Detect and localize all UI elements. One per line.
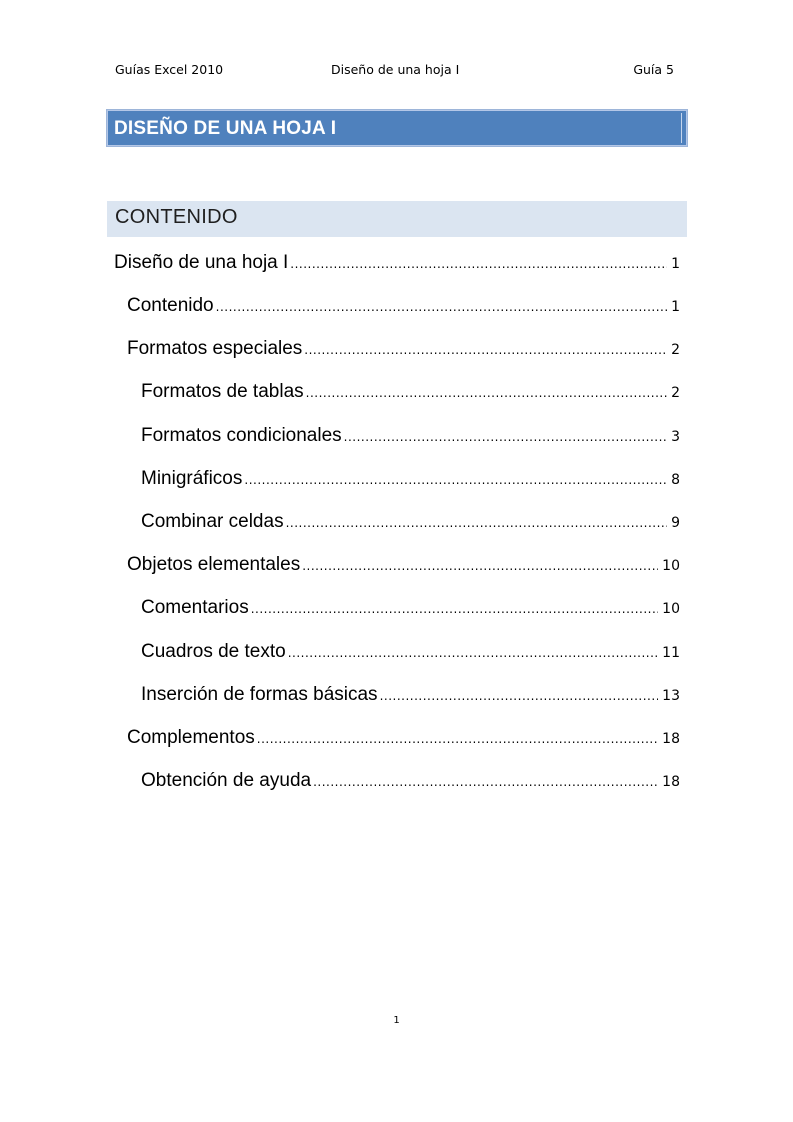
page-header (0, 62, 793, 80)
toc-entry[interactable] (127, 338, 680, 364)
document-title-bar (107, 110, 687, 146)
toc-entry-page: 9 (671, 515, 680, 531)
toc-leader-dots (288, 646, 658, 660)
header-center-text: Diseño de una hoja I (331, 62, 460, 77)
toc-entry-label: Objetos elementales (127, 554, 301, 575)
toc-entry-page: 11 (662, 645, 680, 661)
toc-entry-label: Formatos condicionales (141, 425, 342, 446)
toc-entry-label: Obtención de ayuda (141, 770, 312, 791)
toc-leader-dots (306, 386, 667, 400)
footer-page-number: 1 (393, 1015, 400, 1026)
toc-leader-dots (302, 559, 658, 573)
toc-entry-label: Complementos (127, 727, 255, 748)
toc-entry[interactable] (141, 381, 680, 407)
title-bar-divider (681, 113, 682, 143)
toc-entry[interactable] (127, 295, 680, 321)
toc-leader-dots (313, 775, 658, 789)
toc-leader-dots (344, 430, 667, 444)
toc-entry-label: Formatos especiales (127, 338, 303, 359)
toc-leader-dots (286, 516, 668, 530)
toc-entry-label: Comentarios (141, 597, 249, 618)
toc-entry[interactable] (127, 727, 680, 753)
toc-entry-page: 10 (662, 558, 680, 574)
toc-leader-dots (380, 689, 659, 703)
toc-leader-dots (290, 257, 667, 271)
document-title: DISEÑO DE UNA HOJA I (114, 118, 337, 139)
toc-entry-page: 13 (662, 688, 680, 704)
section-heading-bar (107, 201, 687, 237)
toc-leader-dots (216, 300, 667, 314)
toc-entry[interactable] (141, 425, 680, 451)
toc-entry[interactable] (141, 511, 680, 537)
toc-entry-page: 18 (662, 774, 680, 790)
toc-entry-page: 10 (662, 601, 680, 617)
toc-entry-page: 1 (671, 299, 680, 315)
section-heading: CONTENIDO (115, 206, 238, 228)
toc-entry-label: Formatos de tablas (141, 381, 304, 402)
toc-entry[interactable] (114, 252, 680, 278)
toc-entry-page: 2 (671, 385, 680, 401)
toc-leader-dots (304, 343, 667, 357)
toc-entry-page: 8 (671, 472, 680, 488)
page-footer (0, 1015, 793, 1026)
toc-leader-dots (244, 473, 667, 487)
toc-entry-label: Inserción de formas básicas (141, 684, 378, 705)
toc-entry[interactable] (141, 684, 680, 710)
toc-entry[interactable] (141, 597, 680, 623)
toc-entry-label: Minigráficos (141, 468, 243, 489)
toc-leader-dots (251, 602, 658, 616)
toc-entry-label: Diseño de una hoja I (114, 252, 289, 273)
toc-entry[interactable] (141, 770, 680, 796)
toc-entry-page: 2 (671, 342, 680, 358)
toc-entry-label: Contenido (127, 295, 214, 316)
toc-entry[interactable] (141, 468, 680, 494)
toc-entry-page: 18 (662, 731, 680, 747)
toc-entry-label: Cuadros de texto (141, 641, 286, 662)
toc-leader-dots (257, 732, 658, 746)
toc-entry-page: 1 (671, 256, 680, 272)
toc-entry[interactable] (127, 554, 680, 580)
header-right-text: Guía 5 (633, 62, 674, 77)
header-left-text: Guías Excel 2010 (115, 62, 224, 77)
toc-entry[interactable] (141, 641, 680, 667)
toc-entry-page: 3 (671, 429, 680, 445)
toc-entry-label: Combinar celdas (141, 511, 284, 532)
